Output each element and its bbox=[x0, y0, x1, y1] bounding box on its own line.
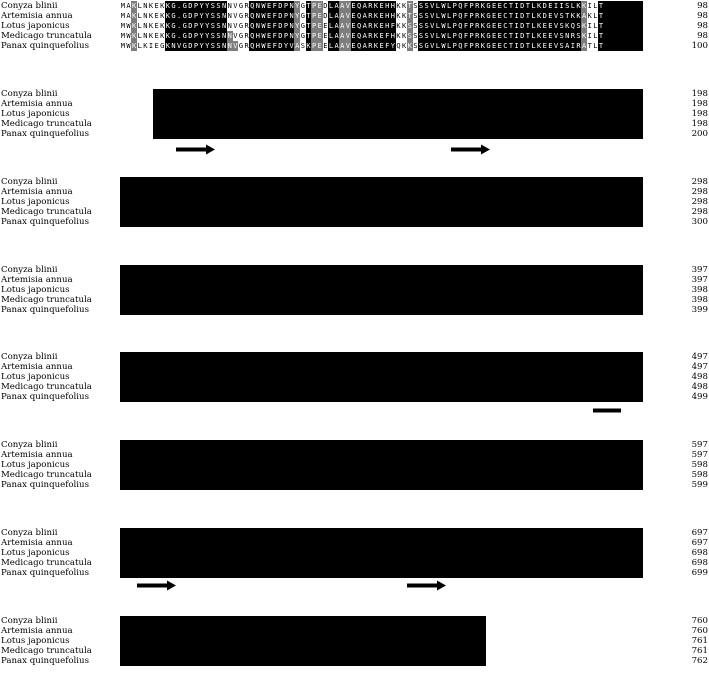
residue-count: 599 bbox=[691, 480, 708, 490]
species-name: Medicago truncatula bbox=[1, 207, 92, 217]
species-name: Lotus japonicus bbox=[1, 372, 70, 382]
species-name: Medicago truncatula bbox=[1, 382, 92, 392]
species-name: Conyza blinii bbox=[1, 177, 58, 187]
sequence-row bbox=[120, 528, 660, 538]
species-name: Artemisia annua bbox=[1, 450, 73, 460]
species-name: Lotus japonicus bbox=[1, 197, 70, 207]
species-name: Panax quinquefolius bbox=[1, 217, 89, 227]
residue-count: 598 bbox=[691, 460, 708, 470]
residue-count: 98 bbox=[697, 11, 708, 21]
alignment-block bbox=[0, 1, 709, 63]
residue-count: 497 bbox=[691, 362, 708, 372]
sequence-row bbox=[120, 372, 660, 382]
species-name: Artemisia annua bbox=[1, 275, 73, 285]
sequence-row bbox=[120, 129, 660, 139]
residue-count: 498 bbox=[691, 372, 708, 382]
residue-count: 198 bbox=[691, 109, 708, 119]
sequence-row bbox=[120, 568, 660, 578]
species-name: Lotus japonicus bbox=[1, 460, 70, 470]
residue-count: 597 bbox=[691, 440, 708, 450]
species-name: Artemisia annua bbox=[1, 362, 73, 372]
residue-count: 200 bbox=[691, 129, 708, 139]
species-name: Lotus japonicus bbox=[1, 636, 70, 646]
sequence-row: M W K L K I E G K N V G D P Y Y S S N N V G R Q H W E F D Y V A S K P E E L A A V E Q A R K E F Y Q K K S S G V L W L P Q F P R K G E E C T I D T L K E E V S A I R A T L T bbox=[120, 41, 660, 51]
sequence-row bbox=[120, 217, 660, 227]
residue-count: 699 bbox=[691, 568, 708, 578]
alignment-block bbox=[0, 616, 709, 678]
sequence-row: M A K L N K E K K G . G D P Y Y S S N N V G R Q N W E F D P N Y G T P E D L A A V E Q A R K E H H K K T S S S V L W L P Q F P R K G E E C T I D T L K D E V S T K K A K L T bbox=[120, 11, 660, 21]
alignment-block bbox=[0, 177, 709, 239]
species-name: Conyza blinii bbox=[1, 265, 58, 275]
alignment-block bbox=[0, 89, 709, 151]
residue-count: 298 bbox=[691, 187, 708, 197]
residue-count: 698 bbox=[691, 558, 708, 568]
species-name: Conyza blinii bbox=[1, 528, 58, 538]
species-name: Artemisia annua bbox=[1, 11, 73, 21]
residue-count: 497 bbox=[691, 352, 708, 362]
residue-count: 598 bbox=[691, 470, 708, 480]
species-name: Lotus japonicus bbox=[1, 548, 70, 558]
residue-count: 597 bbox=[691, 450, 708, 460]
species-name: Medicago truncatula bbox=[1, 119, 92, 129]
sequence-row bbox=[120, 538, 660, 548]
residue-count: 697 bbox=[691, 528, 708, 538]
sequence-row bbox=[120, 177, 660, 187]
species-name: Artemisia annua bbox=[1, 187, 73, 197]
species-name: Conyza blinii bbox=[1, 616, 58, 626]
species-name: Panax quinquefolius bbox=[1, 656, 89, 666]
sequence-row bbox=[120, 187, 660, 197]
residue-count: 98 bbox=[697, 1, 708, 11]
species-name: Panax quinquefolius bbox=[1, 480, 89, 490]
alignment-block bbox=[0, 265, 709, 327]
sequence-row bbox=[120, 295, 660, 305]
sequence-row bbox=[120, 636, 519, 646]
species-name: Panax quinquefolius bbox=[1, 129, 89, 139]
sequence-row bbox=[120, 646, 519, 656]
species-name: Artemisia annua bbox=[1, 538, 73, 548]
residue-count: 198 bbox=[691, 119, 708, 129]
residue-count: 761 bbox=[691, 646, 708, 656]
species-name: Medicago truncatula bbox=[1, 295, 92, 305]
sequence-row bbox=[120, 275, 660, 285]
residue-count: 98 bbox=[697, 31, 708, 41]
species-name: Panax quinquefolius bbox=[1, 305, 89, 315]
residue-count: 762 bbox=[691, 656, 708, 666]
residue-count: 298 bbox=[691, 177, 708, 187]
species-name: Conyza blinii bbox=[1, 89, 58, 99]
species-name: Conyza blinii bbox=[1, 352, 58, 362]
species-name: Artemisia annua bbox=[1, 626, 73, 636]
alignment-block bbox=[0, 352, 709, 414]
sequence-row bbox=[120, 109, 660, 119]
sequence-row bbox=[120, 285, 660, 295]
alignment-block bbox=[0, 440, 709, 502]
sequence-row: M A K L N K E K K G . G D P Y Y S S N N V G R Q N W E F D P N Y G T P E D L A A V E Q A R K E H H K K T S S S V L W L P Q F P R K G E E C T I D T L K D E I I S L K K I L T bbox=[120, 1, 660, 11]
sequence-row bbox=[120, 207, 660, 217]
species-name: Panax quinquefolius bbox=[1, 392, 89, 402]
sequence-row bbox=[120, 548, 660, 558]
residue-count: 298 bbox=[691, 197, 708, 207]
residue-count: 760 bbox=[691, 616, 708, 626]
sequence-row bbox=[120, 480, 660, 490]
sequence-row bbox=[120, 450, 660, 460]
sequence-row: M W K L N K E K K G . G D P Y Y S S N N V G R Q H W E F D P N Y G T P E E L A A V E Q A R K E F H K K S S S S V L W L P Q F P R K G E E C T I D T L K E E V S N R S K I L T bbox=[120, 31, 660, 41]
species-name: Medicago truncatula bbox=[1, 558, 92, 568]
residue-count: 697 bbox=[691, 538, 708, 548]
residue-count: 397 bbox=[691, 275, 708, 285]
residue-count: 397 bbox=[691, 265, 708, 275]
residue-count: 399 bbox=[691, 305, 708, 315]
residue-count: 398 bbox=[691, 295, 708, 305]
sequence-row bbox=[120, 197, 660, 207]
alignment-block bbox=[0, 528, 709, 590]
species-name: Medicago truncatula bbox=[1, 31, 92, 41]
residue-count: 498 bbox=[691, 382, 708, 392]
sequence-row bbox=[120, 616, 519, 626]
sequence-row bbox=[120, 99, 660, 109]
sequence-row bbox=[120, 352, 660, 362]
residue-count: 698 bbox=[691, 548, 708, 558]
species-name: Panax quinquefolius bbox=[1, 41, 89, 51]
species-name: Medicago truncatula bbox=[1, 646, 92, 656]
sequence-row bbox=[120, 362, 660, 372]
species-name: Medicago truncatula bbox=[1, 470, 92, 480]
sequence-row bbox=[120, 656, 519, 666]
species-name: Conyza blinii bbox=[1, 440, 58, 450]
residue-count: 398 bbox=[691, 285, 708, 295]
species-name: Lotus japonicus bbox=[1, 109, 70, 119]
species-name: Panax quinquefolius bbox=[1, 568, 89, 578]
species-name: Lotus japonicus bbox=[1, 285, 70, 295]
residue-count: 298 bbox=[691, 207, 708, 217]
sequence-row bbox=[120, 265, 660, 275]
sequence-row bbox=[120, 305, 660, 315]
sequence-row bbox=[120, 470, 660, 480]
species-name: Conyza blinii bbox=[1, 1, 58, 11]
species-name: Artemisia annua bbox=[1, 99, 73, 109]
sequence-row bbox=[120, 626, 519, 636]
residue-count: 98 bbox=[697, 21, 708, 31]
sequence-row: M W K L N K E K K G . G D P Y Y S S N N V G R Q N W E F D P N Y G T P E E L A A V E Q A R K E H F K K S S S S V L W L P Q F P R K G E E C T I D T L K E E V S K Q S K I L T bbox=[120, 21, 660, 31]
residue-count: 198 bbox=[691, 99, 708, 109]
species-name: Lotus japonicus bbox=[1, 21, 70, 31]
sequence-row bbox=[120, 460, 660, 470]
residue-count: 499 bbox=[691, 392, 708, 402]
residue-count: 761 bbox=[691, 636, 708, 646]
residue-count: 100 bbox=[691, 41, 708, 51]
residue-count: 198 bbox=[691, 89, 708, 99]
sequence-row bbox=[120, 392, 660, 402]
sequence-row bbox=[120, 89, 660, 99]
sequence-row bbox=[120, 558, 660, 568]
residue-count: 760 bbox=[691, 626, 708, 636]
sequence-row bbox=[120, 440, 660, 450]
residue-count: 300 bbox=[691, 217, 708, 227]
sequence-row bbox=[120, 119, 660, 129]
sequence-row bbox=[120, 382, 660, 392]
